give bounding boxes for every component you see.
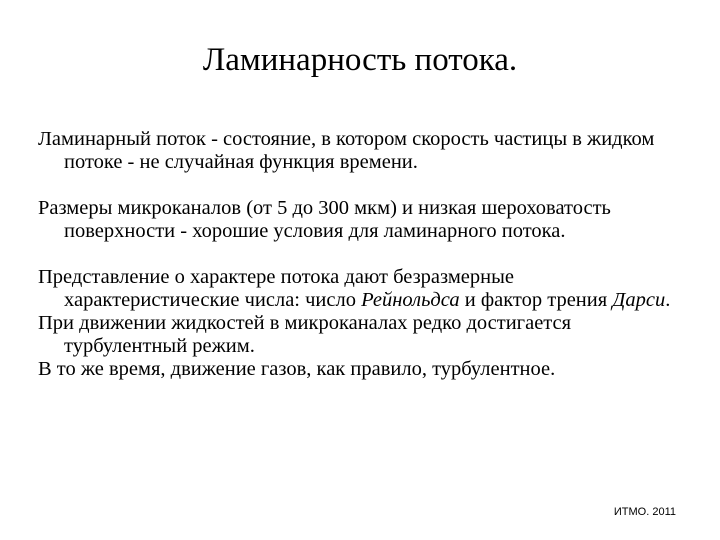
darcy-term: Дарси xyxy=(612,289,666,311)
dimensionless-text-1: Представление о характере потока дают безразмерные характеристические числа: число xyxy=(38,266,514,311)
paragraph-dimensionless-numbers xyxy=(38,266,688,312)
reynolds-term: Рейнольдса xyxy=(361,289,460,311)
paragraph-gas-turbulence: В то же время, движение газов, как правило, турбулентное. xyxy=(38,358,556,380)
slide-body xyxy=(38,128,688,381)
paragraph-liquid-turbulence: При движении жидкостей в микроканалах редко достигается турбулентный режим. xyxy=(38,312,572,357)
paragraph-microchannel-sizes: Размеры микроканалов (от 5 до 300 мкм) и низкая шероховатость поверхности - хорошие условия для ламинарного потока. xyxy=(38,197,611,242)
footer-label: ИТМО. 2011 xyxy=(613,506,676,518)
dimensionless-text-3: . xyxy=(665,289,671,311)
slide-title: Ламинарность потока. xyxy=(202,42,518,78)
dimensionless-text-2: и фактор трения xyxy=(459,289,613,311)
paragraph-laminar-definition: Ламинарный поток - состояние, в котором скорость частицы в жидком потоке - не случайная функция времени. xyxy=(38,128,655,173)
